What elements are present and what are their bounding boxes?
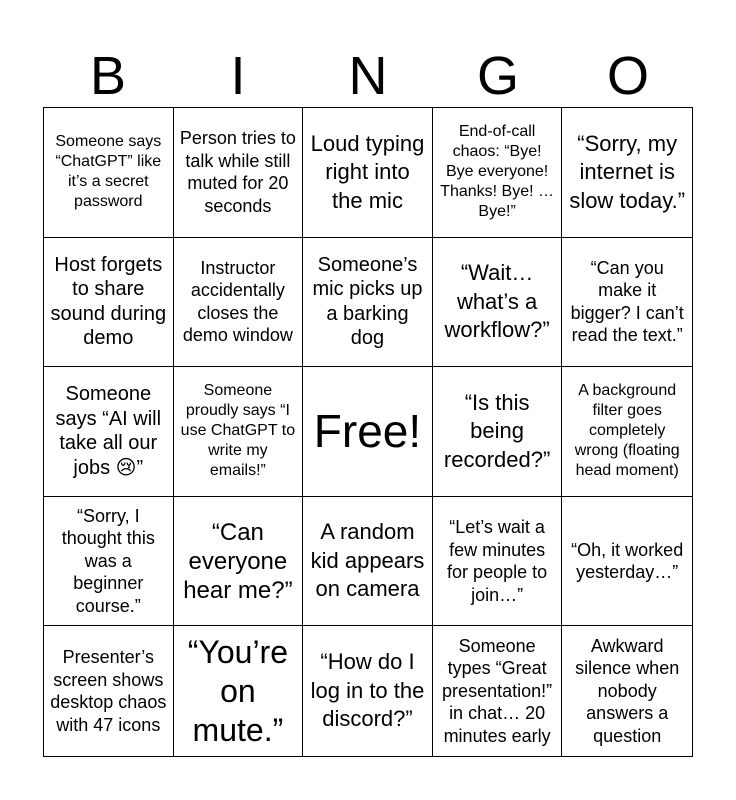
free-space-label: Free! bbox=[313, 405, 422, 458]
bingo-cell-r3c5[interactable] bbox=[562, 367, 692, 497]
cell-text: Someone says “AI will take all our jobs 😢” bbox=[55, 383, 162, 479]
bingo-cell-r4c1[interactable] bbox=[44, 497, 174, 627]
cell-text: A background filter goes completely wrong (floating head moment) bbox=[574, 382, 680, 480]
bingo-board bbox=[43, 107, 693, 757]
bingo-cell-r1c4[interactable] bbox=[433, 108, 563, 238]
header-letter-o: O bbox=[606, 46, 649, 106]
cell-text: Someone says “ChatGPT” like it’s a secret password bbox=[55, 133, 162, 211]
cell-text: “Sorry, my internet is slow today.” bbox=[569, 130, 686, 213]
cell-text: “Sorry, I thought this was a beginner course.” bbox=[61, 505, 155, 616]
bingo-cell-r4c2[interactable] bbox=[174, 497, 304, 627]
cell-text: “Is this being recorded?” bbox=[443, 389, 551, 472]
cell-text: “Wait… what’s a workflow?” bbox=[444, 260, 550, 343]
bingo-cell-r3c2[interactable] bbox=[174, 367, 304, 497]
cell-text: Someone’s mic picks up a barking dog bbox=[312, 253, 423, 350]
bingo-header bbox=[43, 45, 693, 107]
cell-text: Someone proudly says “I use ChatGPT to write my emails!” bbox=[180, 382, 296, 480]
cell-text: “Oh, it worked yesterday…” bbox=[571, 539, 684, 583]
bingo-cell-r2c1[interactable] bbox=[44, 238, 174, 368]
bingo-cell-r1c1[interactable] bbox=[44, 108, 174, 238]
cell-text: “Can everyone hear me?” bbox=[183, 518, 293, 604]
bingo-cell-r1c3[interactable] bbox=[303, 108, 433, 238]
bingo-cell-r2c5[interactable] bbox=[562, 238, 692, 368]
bingo-cell-r2c3[interactable] bbox=[303, 238, 433, 368]
cell-text: “How do I log in to the discord?” bbox=[310, 649, 425, 732]
bingo-cell-r5c3[interactable] bbox=[303, 626, 433, 756]
cell-text: Instructor accidentally closes the demo window bbox=[182, 257, 293, 346]
cell-text: “Let’s wait a few minutes for people to join…” bbox=[447, 517, 548, 605]
cell-text: “You’re on mute.” bbox=[187, 633, 288, 748]
bingo-cell-r5c2[interactable] bbox=[174, 626, 304, 756]
bingo-cell-free[interactable] bbox=[303, 367, 433, 497]
bingo-cell-r5c4[interactable] bbox=[433, 626, 563, 756]
cell-text: Host forgets to share sound during demo bbox=[50, 253, 167, 350]
cell-text: Someone types “Great presentation!” in chat… 20 minutes early bbox=[442, 635, 553, 746]
bingo-cell-r1c5[interactable] bbox=[562, 108, 692, 238]
header-letter-g: G bbox=[476, 46, 519, 106]
bingo-cell-r3c4[interactable] bbox=[433, 367, 563, 497]
bingo-cell-r4c4[interactable] bbox=[433, 497, 563, 627]
cell-text: “Can you make it bigger? I can’t read the text.” bbox=[570, 257, 684, 346]
bingo-cell-r4c3[interactable] bbox=[303, 497, 433, 627]
header-letter-i: I bbox=[230, 46, 246, 106]
bingo-cell-r2c4[interactable] bbox=[433, 238, 563, 368]
bingo-cell-r4c5[interactable] bbox=[562, 497, 692, 627]
bingo-cell-r5c5[interactable] bbox=[562, 626, 692, 756]
bingo-cell-r2c2[interactable] bbox=[174, 238, 304, 368]
cell-text: Awkward silence when nobody answers a question bbox=[575, 635, 680, 746]
bingo-cell-r3c1[interactable] bbox=[44, 367, 174, 497]
cell-text: Person tries to talk while still muted for 20 seconds bbox=[179, 128, 296, 216]
header-letter-b: B bbox=[89, 46, 127, 106]
cell-text: Presenter’s screen shows desktop chaos with 47 icons bbox=[50, 647, 167, 735]
cell-text: End-of-call chaos: “Bye! Bye everyone! Thanks! Bye! …Bye!” bbox=[440, 123, 554, 221]
bingo-cell-r5c1[interactable] bbox=[44, 626, 174, 756]
header-letter-n: N bbox=[348, 46, 388, 106]
cell-text: A random kid appears on camera bbox=[310, 519, 425, 602]
cell-text: Loud typing right into the mic bbox=[310, 130, 425, 213]
bingo-cell-r1c2[interactable] bbox=[174, 108, 304, 238]
